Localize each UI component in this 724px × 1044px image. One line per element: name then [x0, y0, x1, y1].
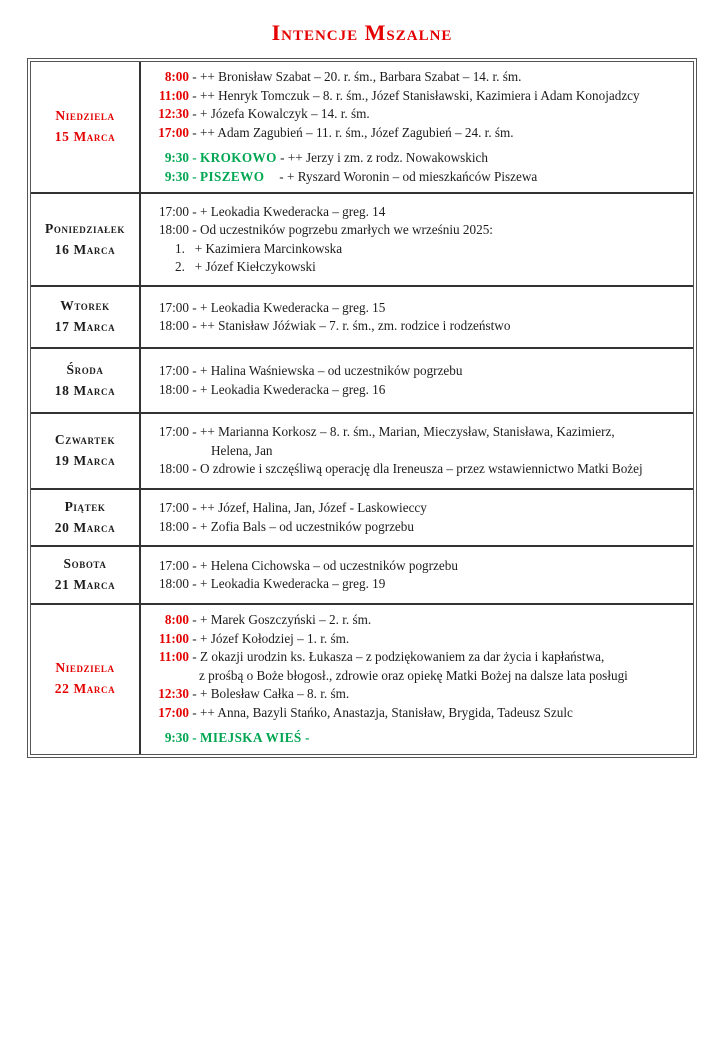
- mass-time: 18:00: [158, 518, 189, 534]
- day-cell: [31, 490, 141, 545]
- intention-line: [147, 685, 685, 704]
- intention-line: [147, 87, 685, 106]
- intention-line: [147, 611, 685, 630]
- mass-time: 18:00: [158, 318, 189, 333]
- intentions-cell: [141, 605, 693, 754]
- intention-text: z prośbą o Boże błogosł., zdrowie oraz opiekę Matki Bożej na dalsze lata posługi: [199, 667, 628, 683]
- day-name: Niedziela: [55, 108, 115, 124]
- mass-time: 8:00: [164, 69, 189, 84]
- intention-text: - + Halina Waśniewska – od uczestników pogrzebu: [189, 363, 463, 378]
- mass-time: 11:00: [158, 630, 189, 646]
- day-date: 22 Marca: [54, 681, 116, 697]
- day-date: 21 Marca: [54, 577, 116, 592]
- mass-time: 17:00: [158, 704, 189, 720]
- table-row: [31, 545, 693, 603]
- day-cell: [31, 62, 141, 192]
- mass-time: 17:00: [158, 203, 189, 219]
- intention-text: - ++ Jerzy i zm. z rodz. Nowakowskich: [276, 150, 488, 165]
- mass-time: 17:00: [158, 299, 189, 315]
- intention-line: [147, 68, 685, 87]
- intentions-cell: [141, 547, 693, 603]
- intention-line: [147, 575, 685, 594]
- mass-time: 18:00: [158, 222, 189, 237]
- intentions-cell: [141, 287, 693, 347]
- intention-text: - Z okazji urodzin ks. Łukasza – z podziękowaniem za dar życia i kapłaństwa,: [189, 649, 605, 664]
- day-cell: [31, 605, 141, 754]
- intentions-cell: [141, 490, 693, 545]
- day-date: 16 Marca: [54, 241, 116, 257]
- mass-time: 11:00: [158, 649, 189, 664]
- intention-text: - + Leokadia Kwederacka – greg. 16: [189, 381, 386, 397]
- mass-time: 12:30: [158, 106, 189, 121]
- intention-text: - + Leokadia Kwederacka – greg. 19: [189, 576, 386, 591]
- day-name: Poniedziałek: [45, 220, 125, 236]
- intention-text: - + Bolesław Całka – 8. r. śm.: [189, 686, 350, 701]
- intention-line: [147, 648, 685, 667]
- intention-text: Helena, Jan: [211, 442, 273, 458]
- mass-time: 12:30: [158, 686, 189, 701]
- intention-text: -: [189, 730, 200, 745]
- table-row: [31, 285, 693, 347]
- table-row: [31, 62, 693, 192]
- intention-text: - Od uczestników pogrzebu zmarłych we wrześniu 2025:: [189, 222, 493, 237]
- intention-text: - + Leokadia Kwederacka – greg. 15: [189, 299, 386, 315]
- intention-text: -: [189, 168, 200, 184]
- place-name: KROKOWO: [200, 150, 277, 165]
- intention-line: [147, 704, 685, 723]
- intention-line: [147, 258, 685, 277]
- intentions-cell: [141, 62, 693, 192]
- intention-text: 2. + Józef Kiełczykowski: [175, 259, 316, 274]
- intention-text: - + Ryszard Woronin – od mieszkańców Piszewa: [276, 168, 538, 184]
- intention-line: [147, 149, 685, 168]
- intention-text: - ++ Anna, Bazyli Stańko, Anastazja, Stanisław, Brygida, Tadeusz Szulc: [189, 704, 573, 720]
- intention-text: -: [189, 150, 200, 165]
- table-row: [31, 192, 693, 285]
- place-name: PISZEWO: [200, 168, 265, 184]
- intention-line: [147, 105, 685, 124]
- day-name: Środa: [66, 361, 104, 377]
- day-name: Wtorek: [60, 298, 110, 314]
- day-date: 15 Marca: [54, 129, 116, 144]
- mass-time: 9:30: [164, 150, 189, 165]
- intention-line: [147, 317, 685, 336]
- day-cell: [31, 349, 141, 412]
- mass-time: 18:00: [158, 461, 189, 477]
- intention-text: -: [301, 730, 310, 745]
- mass-time: 9:30: [164, 730, 189, 745]
- intention-line: [147, 299, 685, 318]
- intention-text: - O zdrowie i szczęśliwą operację dla Ireneusza – przez wstawiennictwo Matki Bożej: [189, 461, 643, 477]
- intention-text: 1. + Kazimiera Marcinkowska: [175, 240, 343, 256]
- intention-text: - + Józefa Kowalczyk – 14. r. śm.: [189, 106, 370, 121]
- day-cell: [31, 194, 141, 285]
- intention-line: [147, 630, 685, 649]
- mass-time: 18:00: [158, 576, 189, 591]
- intention-line: [147, 240, 685, 259]
- day-cell: [31, 547, 141, 603]
- intention-text: - + Helena Cichowska – od uczestników pogrzebu: [189, 557, 458, 573]
- place-name: MIEJSKA WIEŚ: [200, 730, 302, 745]
- intention-text: - ++ Marianna Korkosz – 8. r. śm., Marian, Mieczysław, Stanisława, Kazimierz,: [189, 424, 615, 440]
- intention-text: - ++ Stanisław Jóźwiak – 7. r. śm., zm. rodzice i rodzeństwo: [189, 318, 511, 333]
- intention-line: [147, 442, 685, 461]
- intention-line: [147, 667, 685, 686]
- mass-time: 11:00: [158, 87, 189, 103]
- day-name: Niedziela: [55, 660, 115, 676]
- page-title: Intencje Mszalne: [271, 20, 453, 45]
- intentions-cell: [141, 414, 693, 488]
- blank-line: [147, 142, 685, 149]
- blank-line: [147, 722, 685, 729]
- mass-time: 17:00: [158, 124, 189, 140]
- intention-text: - + Marek Goszczyński – 2. r. śm.: [189, 612, 372, 627]
- intention-line: [147, 168, 685, 187]
- intentions-table: [27, 58, 697, 758]
- intention-line: [147, 499, 685, 518]
- intention-line: [147, 124, 685, 143]
- intention-line: [147, 203, 685, 222]
- intention-text: - + Józef Kołodziej – 1. r. śm.: [189, 630, 350, 646]
- mass-time: 8:00: [164, 612, 189, 627]
- intention-text: - ++ Józef, Halina, Jan, Józef - Laskowieccy: [189, 500, 427, 515]
- intention-line: [147, 729, 685, 748]
- mass-time: 17:00: [158, 363, 189, 378]
- day-date: 18 Marca: [54, 382, 116, 398]
- intention-text: - ++ Henryk Tomczuk – 8. r. śm., Józef Stanisławski, Kazimiera i Adam Konojadzcy: [189, 87, 640, 103]
- intention-line: [147, 460, 685, 479]
- table-row: [31, 488, 693, 545]
- intention-line: [147, 423, 685, 442]
- day-cell: [31, 414, 141, 488]
- day-name: Sobota: [63, 556, 107, 572]
- intention-text: - + Zofia Bals – od uczestników pogrzebu: [189, 518, 414, 534]
- intention-line: [147, 362, 685, 381]
- mass-time: 17:00: [158, 557, 189, 573]
- table-row: [31, 347, 693, 412]
- day-cell: [31, 287, 141, 347]
- intention-text: - + Leokadia Kwederacka – greg. 14: [189, 203, 386, 219]
- intention-line: [147, 381, 685, 400]
- day-date: 17 Marca: [54, 319, 116, 334]
- day-date: 19 Marca: [54, 453, 116, 468]
- table-row: [31, 412, 693, 488]
- intention-line: [147, 221, 685, 240]
- intentions-cell: [141, 194, 693, 285]
- intention-text: - ++ Bronisław Szabat – 20. r. śm., Barbara Szabat – 14. r. śm.: [189, 69, 522, 84]
- intention-line: [147, 518, 685, 537]
- mass-time: 9:30: [164, 168, 189, 184]
- mass-time: 17:00: [158, 424, 189, 440]
- intention-text: - ++ Adam Zagubień – 11. r. śm., Józef Zagubień – 24. r. śm.: [189, 124, 514, 140]
- day-name: Czwartek: [54, 432, 116, 448]
- day-name: Piątek: [64, 498, 106, 514]
- day-date: 20 Marca: [54, 519, 116, 535]
- mass-time: 18:00: [158, 381, 189, 397]
- intention-line: [147, 557, 685, 576]
- intentions-cell: [141, 349, 693, 412]
- mass-time: 17:00: [158, 500, 189, 515]
- table-row: [31, 603, 693, 754]
